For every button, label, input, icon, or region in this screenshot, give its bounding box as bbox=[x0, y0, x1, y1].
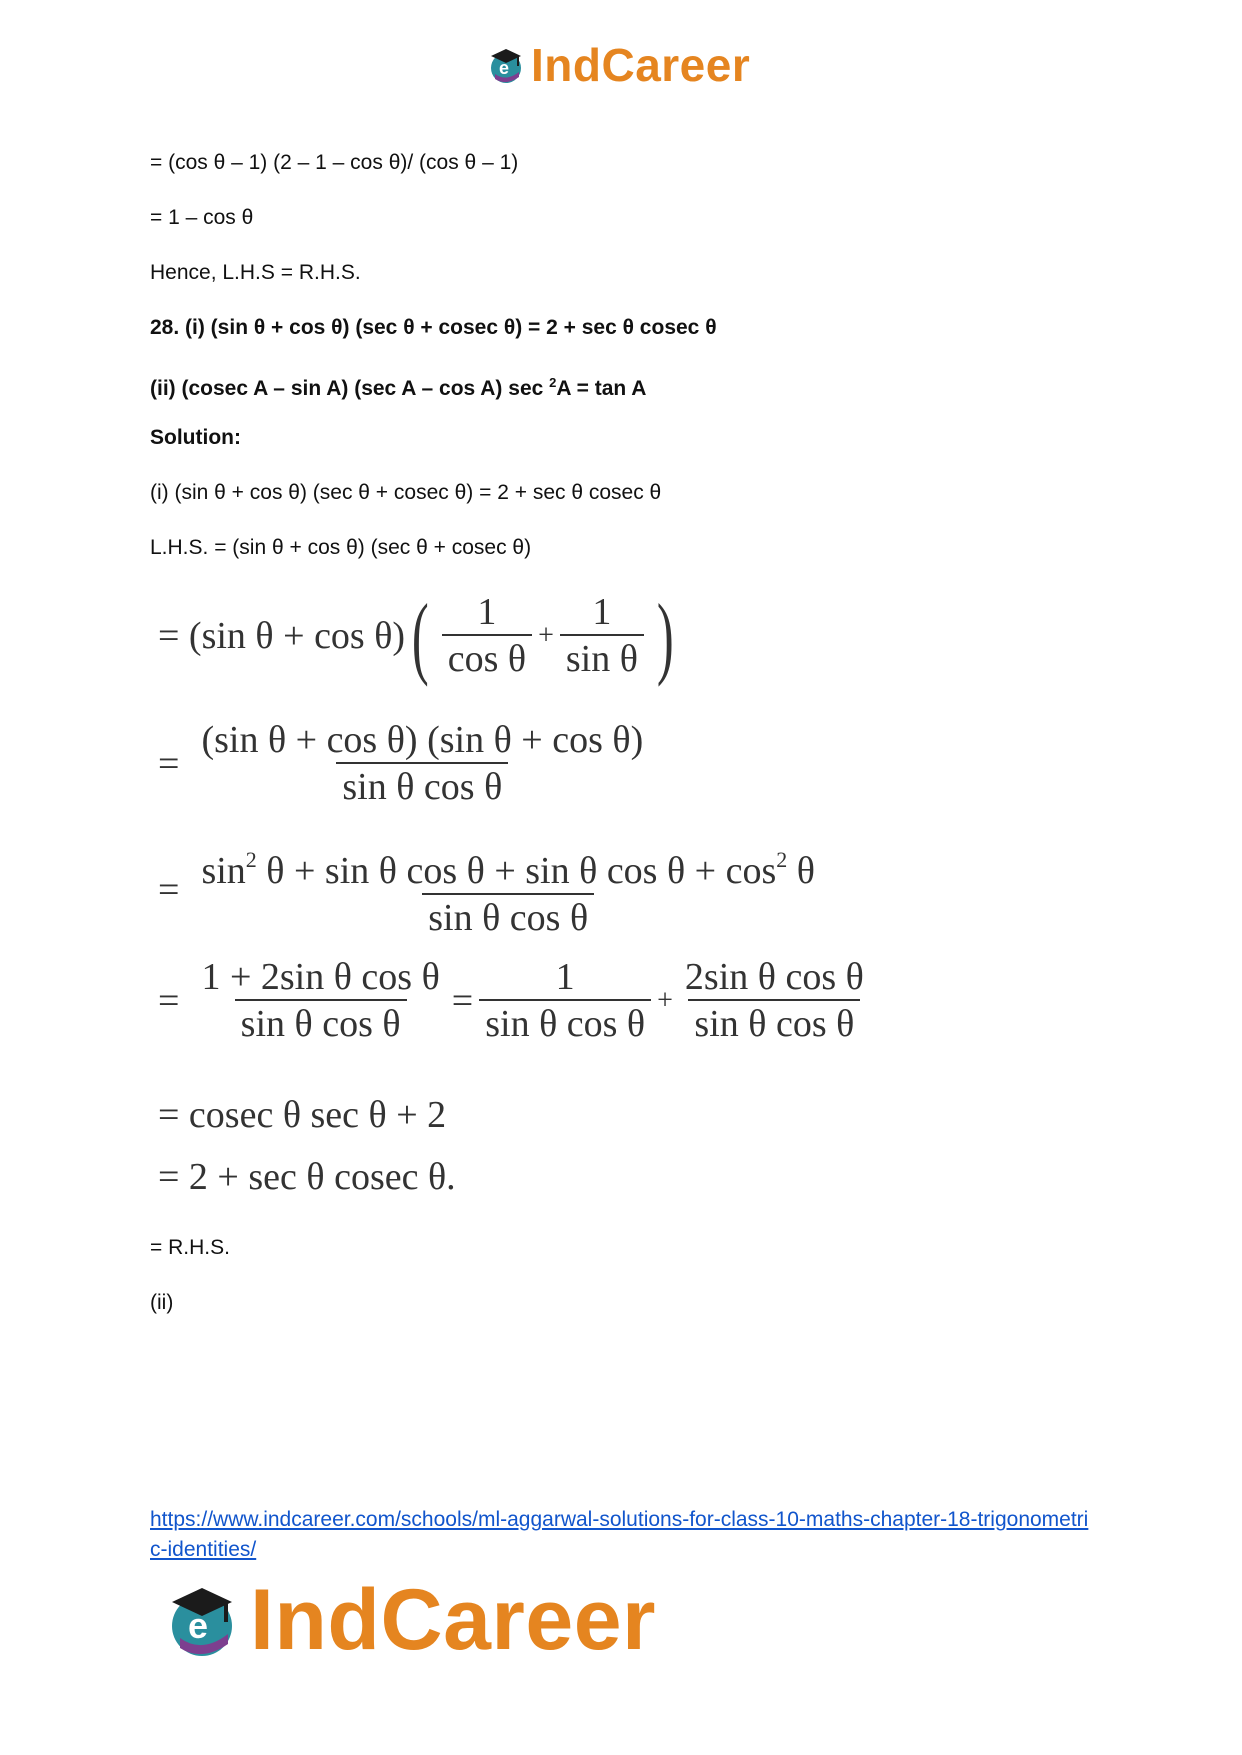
numerator: 1 bbox=[555, 956, 575, 998]
left-paren: ( bbox=[411, 585, 429, 687]
step-1-lead: = (sin θ + cos θ) bbox=[158, 615, 406, 657]
derivation-step-4 bbox=[158, 955, 876, 1047]
numerator bbox=[195, 838, 821, 893]
denominator: sin θ bbox=[560, 634, 644, 682]
part-ii-label: (ii) bbox=[150, 1291, 174, 1314]
solution-heading: Solution: bbox=[150, 426, 241, 449]
fraction bbox=[195, 718, 649, 810]
numerator-part: sin bbox=[201, 850, 246, 892]
question-28-i: 28. (i) (sin θ + cos θ) (sec θ + cosec θ) = 2 + sec θ cosec θ bbox=[150, 316, 717, 339]
equals-sign: = bbox=[158, 980, 180, 1022]
equals-sign: = bbox=[451, 980, 474, 1022]
denominator: sin θ cos θ bbox=[479, 999, 651, 1047]
brand-name: IndCareer bbox=[250, 1572, 656, 1668]
denominator: sin θ cos θ bbox=[336, 762, 508, 810]
derivation-image bbox=[150, 0, 1050, 1755]
denominator: sin θ cos θ bbox=[235, 999, 407, 1047]
denominator: sin θ cos θ bbox=[688, 999, 860, 1047]
text-line-1: = (cos θ – 1) (2 – 1 – cos θ)/ (cos θ – 1) bbox=[150, 151, 519, 174]
brand-name: IndCareer bbox=[531, 39, 751, 91]
derivation-step-1 bbox=[158, 585, 681, 687]
numerator: (sin θ + cos θ) (sin θ + cos θ) bbox=[201, 719, 644, 761]
lhs-line: L.H.S. = (sin θ + cos θ) (sec θ + cosec θ) bbox=[150, 536, 532, 559]
derivation-step-6: = 2 + sec θ cosec θ. bbox=[158, 1156, 456, 1198]
plus-sign: + bbox=[657, 985, 673, 1016]
equals-sign: = bbox=[158, 743, 180, 785]
question-28-ii-superscript: 2 bbox=[549, 375, 557, 390]
fraction bbox=[679, 955, 870, 1047]
fraction bbox=[195, 955, 445, 1047]
svg-text:e: e bbox=[188, 1605, 209, 1646]
exponent: 2 bbox=[776, 847, 788, 872]
numerator: 2sin θ cos θ bbox=[684, 956, 864, 998]
right-paren: ) bbox=[656, 585, 674, 687]
text-line-2: = 1 – cos θ bbox=[150, 206, 254, 229]
plus-sign: + bbox=[538, 620, 554, 651]
source-url-link[interactable]: https://www.indcareer.com/schools/ml-aggarwal-solutions-for-class-10-maths-chapter-18-trigonometric-identities/ bbox=[150, 1508, 1089, 1561]
equals-sign: = bbox=[158, 868, 180, 911]
fraction bbox=[442, 590, 532, 682]
denominator: sin θ cos θ bbox=[422, 893, 594, 941]
fraction bbox=[479, 955, 651, 1047]
numerator: 1 + 2sin θ cos θ bbox=[201, 956, 440, 998]
fraction bbox=[195, 838, 821, 941]
exponent: 2 bbox=[245, 847, 257, 872]
numerator-part: θ + sin θ cos θ + sin θ cos θ + cos bbox=[256, 850, 777, 892]
svg-text:e: e bbox=[499, 58, 510, 78]
denominator: cos θ bbox=[442, 634, 532, 682]
numerator: 1 bbox=[592, 591, 612, 633]
footer-logo bbox=[160, 1572, 656, 1668]
question-28-ii-part-a: (ii) (cosec A – sin A) (sec A – cos A) sec bbox=[150, 377, 544, 400]
graduation-cap-globe-icon bbox=[160, 1578, 244, 1662]
rhs-line: = R.H.S. bbox=[150, 1236, 230, 1259]
solution-part-i: (i) (sin θ + cos θ) (sec θ + cosec θ) = 2 + sec θ cosec θ bbox=[150, 481, 662, 504]
question-28-ii-part-b: A = tan A bbox=[556, 377, 647, 400]
derivation-step-5: = cosec θ sec θ + 2 bbox=[158, 1094, 447, 1136]
fraction bbox=[560, 590, 644, 682]
derivation-step-3 bbox=[158, 838, 827, 941]
numerator-part: θ bbox=[787, 850, 815, 892]
text-line-3: Hence, L.H.S = R.H.S. bbox=[150, 261, 361, 284]
numerator: 1 bbox=[477, 591, 497, 633]
derivation-step-2 bbox=[158, 718, 655, 810]
